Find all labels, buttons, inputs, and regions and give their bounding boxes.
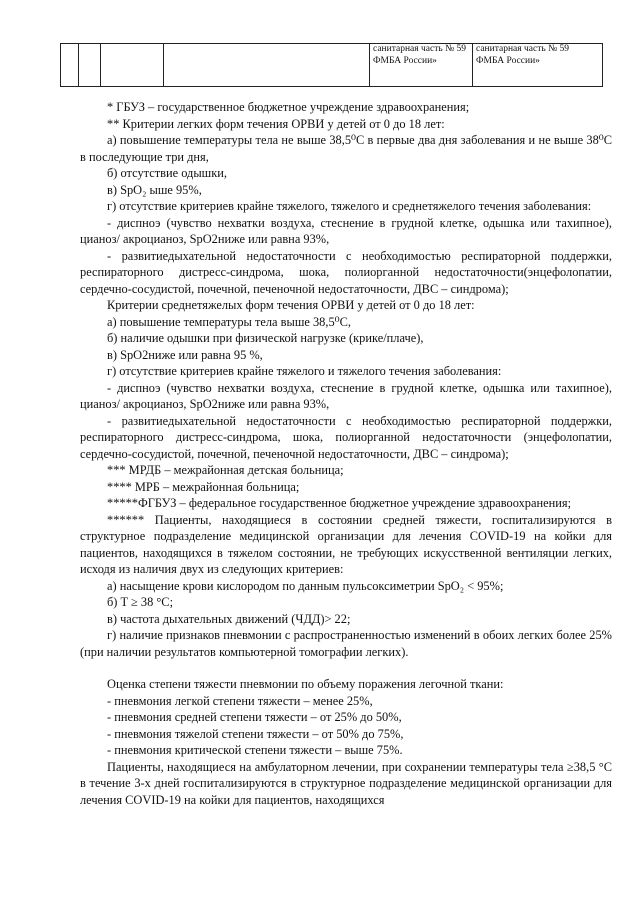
paragraph: б) наличие одышки при физической нагрузке (крике/плаче), [107, 331, 424, 345]
table-cell [61, 44, 79, 87]
table-cell [79, 44, 101, 87]
paragraph: б) отсутствие одышки, [107, 166, 227, 180]
header-table [60, 43, 603, 87]
paragraph: - диспноэ (чувство нехватки воздуха, стеснение в грудной клетке, одышка или тахипное), цианоз/ акроцианоз, SpO2ниже или равна 93%, [80, 380, 612, 411]
paragraph: а) повышение температуры тела выше 38,5⁰С, [107, 314, 351, 329]
paragraph: а) повышение температуры тела не выше 38,5⁰С в первые два дня заболевания и не выше 38⁰С в последующие три дня, [80, 133, 612, 164]
paragraph: **** МРБ – межрайонная больница; [107, 479, 300, 494]
document-body [80, 99, 612, 808]
paragraph: * ГБУЗ – государственное бюджетное учреждение здравоохранения; [107, 100, 470, 114]
paragraph: г) отсутствие критериев крайне тяжелого, тяжелого и среднетяжелого течения заболевания: [107, 199, 592, 213]
paragraph: б) T ≥ 38 °C; [107, 595, 174, 609]
paragraph: - пневмония критической степени тяжести – выше 75%. [107, 743, 403, 757]
paragraph: г) отсутствие критериев крайне тяжелого и тяжелого течения заболевания: [107, 364, 502, 378]
paragraph: - пневмония средней степени тяжести – от 25% до 50%, [107, 710, 402, 724]
paragraph: ****** Пациенты, находящиеся в состоянии средней тяжести, госпитализируются в структурное подразделение медицинской организации для лечения COVID-19 на койки для пациентов, находящихся в тяжелом состоянии, не требующих искусственной вентиляции легких, исходя из наличия двух из следующих критериев: [80, 512, 612, 576]
table-cell: санитарная часть № 59 ФМБА России» [473, 44, 603, 87]
paragraph: - развитиедыхательной недостаточности с необходимостью респираторной поддержки, респираторного дистресс-синдрома, шока, полиорганной недостаточности(энцефолопатии, сердечно-сосудистой, почечной, печеночной недостаточности, ДВС – синдрома); [80, 248, 612, 296]
paragraph: Критерии среднетяжелых форм течения ОРВИ у детей от 0 до 18 лет: [107, 298, 475, 312]
paragraph: в) частота дыхательных движений (ЧДД)> 22; [107, 611, 351, 626]
paragraph: в) SpO₂ ыше 95%, [107, 182, 202, 197]
paragraph: г) наличие признаков пневмонии с распространенностью изменений в обоих легких более 25% (при наличии результатов компьютерной томографии легких). [80, 628, 612, 659]
paragraph: Пациенты, находящиеся на амбулаторном лечении, при сохранении температуры тела ≥38,5 °С в течение 3-х дней госпитализируются в структурное подразделение медицинской организации для лечения COVID-19 на койки для пациентов, находящихся [80, 759, 612, 807]
paragraph: - пневмония тяжелой степени тяжести – от 50% до 75%, [107, 726, 404, 741]
paragraph: в) SpO2ниже или равна 95 %, [107, 347, 263, 362]
paragraph: - пневмония легкой степени тяжести – менее 25%, [107, 693, 373, 708]
table-cell [164, 44, 370, 87]
table-cell [101, 44, 164, 87]
paragraph: а) насыщение крови кислородом по данным пульсоксиметрии SpO₂ < 95%; [107, 578, 504, 593]
paragraph: - развитиедыхательной недостаточности с необходимостью респираторной поддержки, респираторного дистресс-синдрома, шока, полиорганной недостаточности (энцефолопатии, сердечно-сосудистой, почечной, печеночной недостаточности, ДВС – синдрома); [80, 413, 612, 461]
paragraph: *** МРДБ – межрайонная детская больница; [107, 463, 344, 477]
paragraph: *****ФГБУЗ – федеральное государственное бюджетное учреждение здравоохранения; [107, 496, 572, 510]
paragraph: - диспноэ (чувство нехватки воздуха, стеснение в грудной клетке, одышка или тахипное), цианоз/ акроцианоз, SpO2ниже или равна 93%, [80, 215, 612, 246]
paragraph: ** Критерии легких форм течения ОРВИ у детей от 0 до 18 лет: [107, 116, 445, 131]
paragraph: Оценка степени тяжести пневмонии по объему поражения легочной ткани: [107, 677, 504, 691]
table-cell: санитарная часть № 59 ФМБА России» [370, 44, 473, 87]
header-table-row [61, 44, 603, 87]
